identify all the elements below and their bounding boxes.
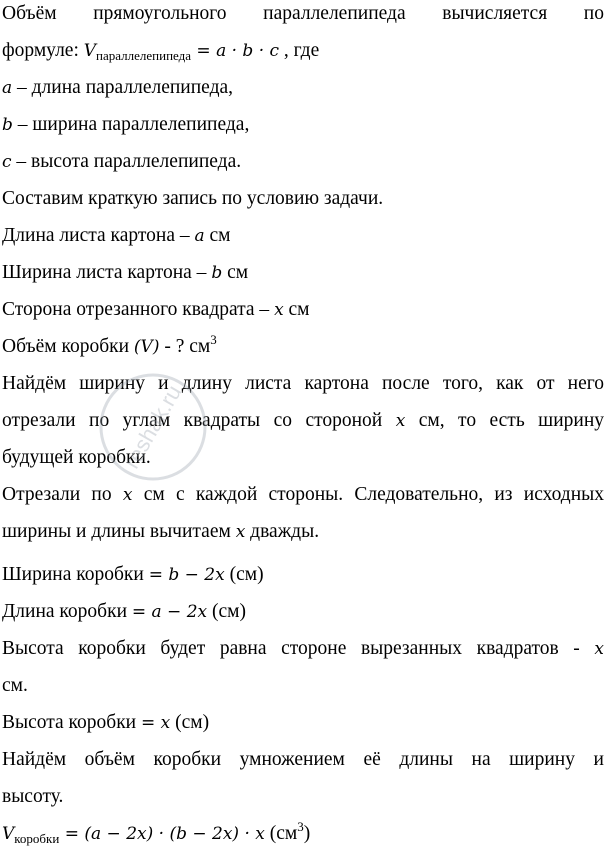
text-line: см. bbox=[2, 675, 28, 696]
unknown-volume bbox=[2, 332, 604, 361]
volume-symbol: $V_{коробки}$ bbox=[2, 824, 60, 846]
unknown-marker: - ? см bbox=[159, 336, 211, 357]
text-line: будущей коробки. bbox=[2, 447, 151, 468]
definition-a bbox=[2, 76, 604, 102]
cube-exponent: 3 bbox=[297, 819, 304, 834]
volume-formula: = a · b · c bbox=[191, 41, 280, 61]
given-label: Объём коробки bbox=[2, 336, 134, 357]
variable-c: c bbox=[2, 152, 12, 172]
formula-line bbox=[2, 39, 604, 65]
variable-b: b bbox=[2, 115, 13, 135]
paragraph-volume-2 bbox=[2, 785, 604, 811]
text-line: Составим краткую запись по условию задачи. bbox=[2, 188, 384, 209]
given-width bbox=[2, 261, 604, 287]
watermark-text: reshak.ru bbox=[118, 380, 187, 473]
given-length bbox=[2, 224, 604, 250]
definition-c bbox=[2, 150, 604, 176]
paragraph-find-dims-2 bbox=[2, 409, 604, 435]
volume-symbol: $V_{параллелепипеда}$ bbox=[83, 41, 192, 63]
formula-label: Высота коробки bbox=[2, 712, 141, 733]
text-line: ширины и длины вычитаем bbox=[2, 521, 236, 542]
formula-expression: = b − 2x bbox=[148, 565, 225, 585]
formula-expression: = x bbox=[141, 713, 171, 733]
paragraph-subtract-2 bbox=[2, 520, 604, 546]
box-length-formula bbox=[2, 600, 604, 626]
variable-x: x bbox=[594, 639, 604, 659]
definition-text: – ширина параллелепипеда, bbox=[12, 114, 250, 135]
given-label: Ширина листа картона – bbox=[2, 262, 212, 283]
box-volume-formula bbox=[2, 819, 604, 848]
short-record-heading bbox=[2, 187, 604, 213]
variable-b: b bbox=[211, 263, 223, 283]
definition-b bbox=[2, 113, 604, 139]
paragraph-height-1 bbox=[2, 637, 604, 663]
text-line: Найдём объём коробки умножением её длины на ширину и bbox=[2, 749, 604, 770]
text-line: Объём прямоугольного параллелепипеда вычисляется по bbox=[2, 3, 604, 24]
text-line: дважды. bbox=[245, 521, 320, 542]
unit: см bbox=[222, 262, 249, 283]
variable-x: x bbox=[395, 411, 406, 431]
text-line: высоту. bbox=[2, 786, 64, 807]
paragraph-volume-1 bbox=[2, 748, 604, 774]
box-width-formula bbox=[2, 563, 604, 589]
formula-expression: = (a − 2x) · (b − 2x) · x bbox=[59, 824, 265, 844]
variable-a: a bbox=[2, 78, 13, 98]
box-height-formula bbox=[2, 711, 604, 737]
variable-x: x bbox=[274, 300, 284, 320]
given-square-side bbox=[2, 298, 604, 324]
definition-text: – высота параллелепипеда. bbox=[11, 151, 242, 172]
unit: см bbox=[283, 299, 310, 320]
variable-x: x bbox=[122, 485, 133, 505]
formula-label: Ширина коробки bbox=[2, 564, 149, 585]
given-label: Сторона отрезанного квадрата – bbox=[2, 299, 275, 320]
paragraph-height-2 bbox=[2, 674, 604, 700]
definition-text: – длина параллелепипеда, bbox=[12, 77, 234, 98]
text-line: отрезали по углам квадраты со стороной x см, то есть ширину bbox=[2, 410, 604, 431]
paragraph-find-dims-3 bbox=[2, 446, 604, 472]
cube-exponent: 3 bbox=[210, 332, 217, 347]
text-line: Найдём ширину и длину листа картона после того, как от него bbox=[2, 373, 604, 394]
paragraph-find-dims-1 bbox=[2, 372, 604, 398]
unit: см bbox=[204, 225, 231, 246]
formula-prefix: формуле: bbox=[2, 40, 84, 61]
variable-x: x bbox=[235, 522, 246, 542]
unit: (см) bbox=[170, 712, 210, 733]
text-line: Отрезали по x см с каждой стороны. Следовательно, из исходных bbox=[2, 484, 604, 505]
paragraph-volume-formula-intro bbox=[2, 2, 604, 28]
volume-subscript: коробки bbox=[14, 831, 60, 846]
paragraph-subtract-1 bbox=[2, 483, 604, 509]
formula-label: Длина коробки bbox=[2, 601, 132, 622]
volume-subscript: параллелепипеда bbox=[96, 48, 192, 63]
variable-a: a bbox=[194, 226, 205, 246]
variable-v: (V) bbox=[133, 337, 160, 357]
unit: ) bbox=[303, 823, 311, 844]
formula-expression: = a − 2x bbox=[131, 602, 208, 622]
unit: (см) bbox=[207, 601, 246, 622]
formula-suffix: , где bbox=[279, 40, 320, 61]
text-line: Высота коробки будет равна стороне вырезанных квадратов - x bbox=[2, 638, 604, 659]
unit: (см) bbox=[224, 564, 264, 585]
unit: (см bbox=[264, 823, 298, 844]
given-label: Длина листа картона – bbox=[2, 225, 195, 246]
